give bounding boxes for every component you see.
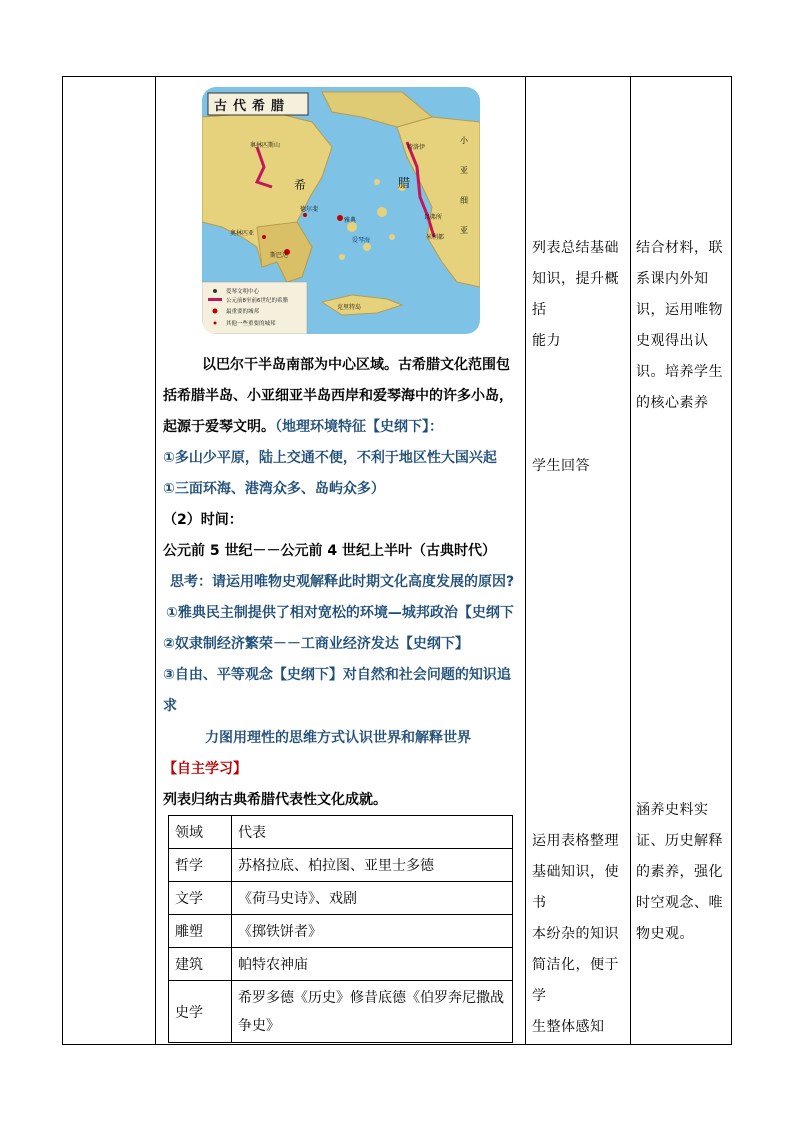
self-study-heading: 【自主学习】 bbox=[163, 761, 247, 777]
paragraph-line-2: 括希腊半岛、小亚细亚半岛西岸和爱琴海中的许多小岛， bbox=[163, 388, 513, 404]
table-top-border bbox=[62, 76, 732, 77]
athens-dot bbox=[337, 215, 343, 221]
svg-text:爱琴海: 爱琴海 bbox=[352, 237, 371, 244]
svg-text:特洛伊: 特洛伊 bbox=[407, 144, 426, 151]
svg-text:最重要的城邦: 最重要的城邦 bbox=[226, 309, 260, 315]
svg-text:亚: 亚 bbox=[460, 226, 468, 235]
summary-line: 力图用理性的思维方式认识世界和解释世界 bbox=[205, 730, 471, 746]
time-heading: （2）时间： bbox=[163, 512, 243, 528]
table-right-border bbox=[731, 76, 732, 1045]
paragraph-line-1: 以巴尔干半岛南部为中心区域。古希腊文化范围包 bbox=[202, 357, 510, 373]
map-title: 古代希腊 bbox=[214, 99, 291, 114]
svg-text:爱琴文明中心: 爱琴文明中心 bbox=[226, 289, 260, 295]
column-divider-2 bbox=[525, 76, 526, 1045]
col4-note-2: 涵养史料实 证、历史解释 的素养，强化 时空观念、唯 物史观。 bbox=[636, 802, 723, 942]
geo-feature-2: ①三面环海、港湾众多、岛屿众多） bbox=[163, 481, 385, 497]
svg-text:克里特岛: 克里特岛 bbox=[337, 304, 362, 311]
ancient-greece-map bbox=[202, 87, 480, 334]
svg-text:奥林匹斯山: 奥林匹斯山 bbox=[250, 142, 281, 149]
reason-2: ②奴隶制经济繁荣－－工商业经济发达【史纲下】 bbox=[163, 636, 469, 652]
table-row: 史学 希罗多德《历史》修昔底德《伯罗奔尼撒战争史》 bbox=[169, 981, 513, 1043]
paragraph-line-3: 起源于爱琴文明。（地理环境特征【史纲下】： bbox=[163, 419, 443, 435]
svg-text:以弗所: 以弗所 bbox=[424, 214, 443, 221]
header-field: 领域 bbox=[169, 816, 232, 849]
reason-3-line-1: ③自由、平等观念【史纲下】对自然和社会问题的知识追 bbox=[163, 667, 511, 683]
table-row: 文学 《荷马史诗》、戏剧 bbox=[169, 882, 513, 915]
svg-text:斯巴达: 斯巴达 bbox=[270, 252, 289, 259]
table-bottom-border bbox=[62, 1044, 732, 1045]
table-row: 雕塑 《掷铁饼者》 bbox=[169, 915, 513, 948]
svg-text:亚: 亚 bbox=[460, 166, 468, 175]
table-left-border bbox=[62, 76, 63, 1045]
svg-text:公元前8至前6世纪的希腊: 公元前8至前6世纪的希腊 bbox=[226, 298, 288, 304]
column-divider-3 bbox=[630, 76, 631, 1045]
svg-text:其他一些重要的城邦: 其他一些重要的城邦 bbox=[226, 321, 276, 327]
svg-text:希: 希 bbox=[294, 178, 307, 192]
table-row: 哲学 苏格拉底、柏拉图、亚里士多德 bbox=[169, 849, 513, 882]
map-graphic bbox=[202, 87, 480, 334]
svg-text:腊: 腊 bbox=[398, 176, 411, 190]
task-instruction: 列表归纳古典希腊代表性文化成就。 bbox=[163, 792, 387, 808]
col3-note-3: 运用表格整理 基础知识，使书 本纷杂的知识 简洁化，便于学 生整体感知 bbox=[532, 833, 619, 1035]
table-header-row bbox=[169, 816, 513, 849]
geo-feature-1: ①多山少平原，陆上交通不便，不利于地区性大国兴起 bbox=[163, 450, 497, 466]
reason-3-line-2: 求 bbox=[163, 698, 177, 714]
svg-text:细: 细 bbox=[460, 196, 468, 205]
svg-text:雅典: 雅典 bbox=[344, 217, 357, 224]
reason-1: ①雅典民主制提供了相对宽松的环境—城邦政治【史纲下 bbox=[166, 605, 514, 621]
svg-text:米利都: 米利都 bbox=[426, 234, 445, 241]
svg-text:奥林匹亚: 奥林匹亚 bbox=[230, 230, 255, 237]
table-row: 建筑 帕特农神庙 bbox=[169, 948, 513, 981]
think-question: 思考：请运用唯物史观解释此时期文化高度发展的原因? bbox=[170, 574, 515, 590]
svg-text:小: 小 bbox=[460, 136, 468, 145]
header-rep: 代表 bbox=[232, 816, 513, 849]
col4-note-1: 结合材料，联 系课内外知 识，运用唯物 史观得出认 识。培养学生 的核心素养 bbox=[636, 240, 723, 411]
col3-note-2: 学生回答 bbox=[532, 458, 590, 474]
column-divider-1 bbox=[155, 76, 156, 1045]
svg-text:德尔斐: 德尔斐 bbox=[300, 206, 319, 213]
achievements-table bbox=[168, 815, 513, 1043]
col3-note-1: 列表总结基础 知识，提升概括 能力 bbox=[532, 240, 619, 349]
time-text: 公元前 5 世纪－－公元前 4 世纪上半叶（古典时代） bbox=[163, 543, 496, 559]
